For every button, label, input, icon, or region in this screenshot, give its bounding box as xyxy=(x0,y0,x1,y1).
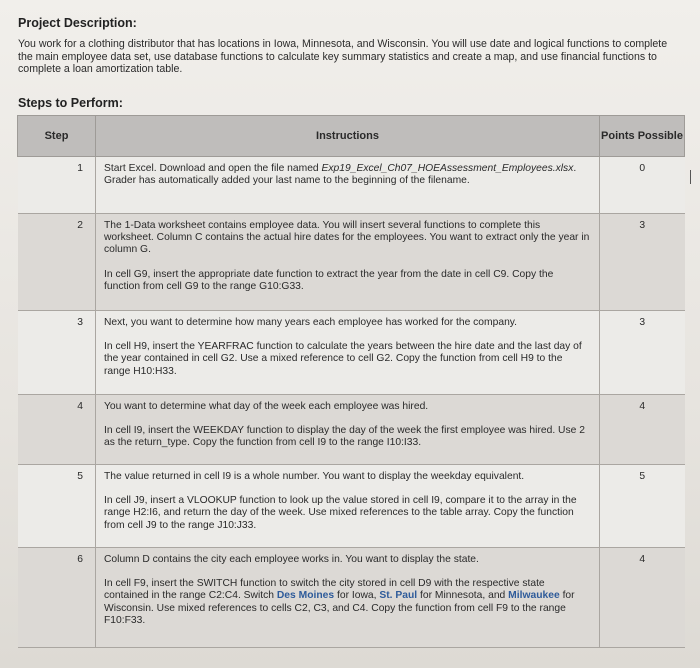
header-step: Step xyxy=(18,116,96,157)
instruction-cell xyxy=(96,157,600,214)
instruction-paragraph: The 1-Data worksheet contains employee data. You will insert several functions to complete this worksheet. Column C contains the actual hire dates for the employees. You want to extract only the year in column G. xyxy=(104,220,590,256)
header-instructions: Instructions xyxy=(96,116,600,157)
project-description-text: You work for a clothing distributor that has locations in Iowa, Minnesota, and Wisconsin. You will use date and logical functions to complete the main employee data set, use database functions to calculate key summary statistics and create a map, and use financial functions to complete a loan amortization table. xyxy=(18,38,668,76)
instruction-paragraph: In cell J9, insert a VLOOKUP function to look up the value stored in cell I9, compare it to the array in the range H2:I6, and return the day of the week. Use mixed references to the table array. Copy the function from cell J9 to the range J10:J33. xyxy=(104,495,577,531)
instruction-text: for Wisconsin. Use mixed references to cells C2, C3, and C4. Copy the function from cell F9 to the range F10:F33. xyxy=(104,590,575,626)
points-value: 4 xyxy=(600,395,685,465)
project-description-heading: Project Description: xyxy=(18,16,137,30)
instruction-paragraph: The value returned in cell I9 is a whole number. You want to display the weekday equivalent. xyxy=(104,471,525,482)
instruction-paragraph: Column D contains the city each employee works in. You want to display the state. xyxy=(104,554,479,565)
instruction-text: In cell F9, insert the SWITCH function to switch the city stored in cell D9 with the respective state contained in the range C2:C4. Switch xyxy=(104,578,545,602)
table-row xyxy=(18,157,685,214)
step-number: 6 xyxy=(18,548,96,648)
instruction-cell xyxy=(96,311,600,395)
steps-heading: Steps to Perform: xyxy=(18,96,123,110)
filename-text: Exp19_Excel_Ch07_HOEAssessment_Employees.xlsx xyxy=(321,163,574,174)
city-des-moines: Des Moines xyxy=(276,590,335,602)
step-number: 4 xyxy=(18,395,96,465)
instruction-paragraph: You want to determine what day of the week each employee was hired. xyxy=(104,401,429,412)
points-value: 0 xyxy=(600,157,685,214)
instruction-cell xyxy=(96,465,600,548)
city-st-paul: St. Paul xyxy=(379,590,418,602)
table-row xyxy=(18,548,685,648)
table-row xyxy=(18,465,685,548)
instruction-paragraph: In cell I9, insert the WEEKDAY function to display the day of the week the first employee was hired. Use 2 as the return_type. Copy the function from cell I9 to the range I10:I33. xyxy=(104,425,585,449)
city-milwaukee: Milwaukee xyxy=(508,590,560,602)
instruction-paragraph: In cell G9, insert the appropriate date function to extract the year from the date in cell C9. Copy the function from cell G9 to the range G10:G33. xyxy=(104,268,554,292)
points-value: 4 xyxy=(600,548,685,648)
instruction-cell xyxy=(96,214,600,311)
table-row xyxy=(18,311,685,395)
table-row xyxy=(18,214,685,311)
instruction-text: for Iowa, xyxy=(336,590,377,602)
instruction-paragraph xyxy=(104,163,591,187)
step-number: 5 xyxy=(18,465,96,548)
points-value: 5 xyxy=(600,465,685,548)
step-number: 2 xyxy=(18,214,96,311)
instruction-paragraph xyxy=(104,578,591,627)
instruction-cell xyxy=(96,395,600,465)
table-row xyxy=(18,395,685,465)
step-number: 3 xyxy=(18,311,96,395)
points-value: 3 xyxy=(600,214,685,311)
instruction-paragraph: Next, you want to determine how many years each employee has worked for the company. xyxy=(104,317,518,328)
step-number: 1 xyxy=(18,157,96,214)
header-points: Points Possible xyxy=(600,116,685,157)
table-header-row xyxy=(18,116,685,157)
instruction-text: . Grader has automatically added your last name to the beginning of the filename. xyxy=(104,163,577,187)
page-edge-mark xyxy=(690,170,691,184)
instruction-paragraph: In cell H9, insert the YEARFRAC function to calculate the years between the hire date and the last day of the year contained in cell G2. Use a mixed reference to cell G2. Copy the function from cell H9 to the range H10:H33. xyxy=(104,341,582,377)
points-value: 3 xyxy=(600,311,685,395)
instruction-cell xyxy=(96,548,600,648)
steps-table xyxy=(17,115,685,648)
instruction-text: Start Excel. Download and open the file named xyxy=(104,163,319,174)
instruction-text: for Minnesota, and xyxy=(420,590,506,602)
